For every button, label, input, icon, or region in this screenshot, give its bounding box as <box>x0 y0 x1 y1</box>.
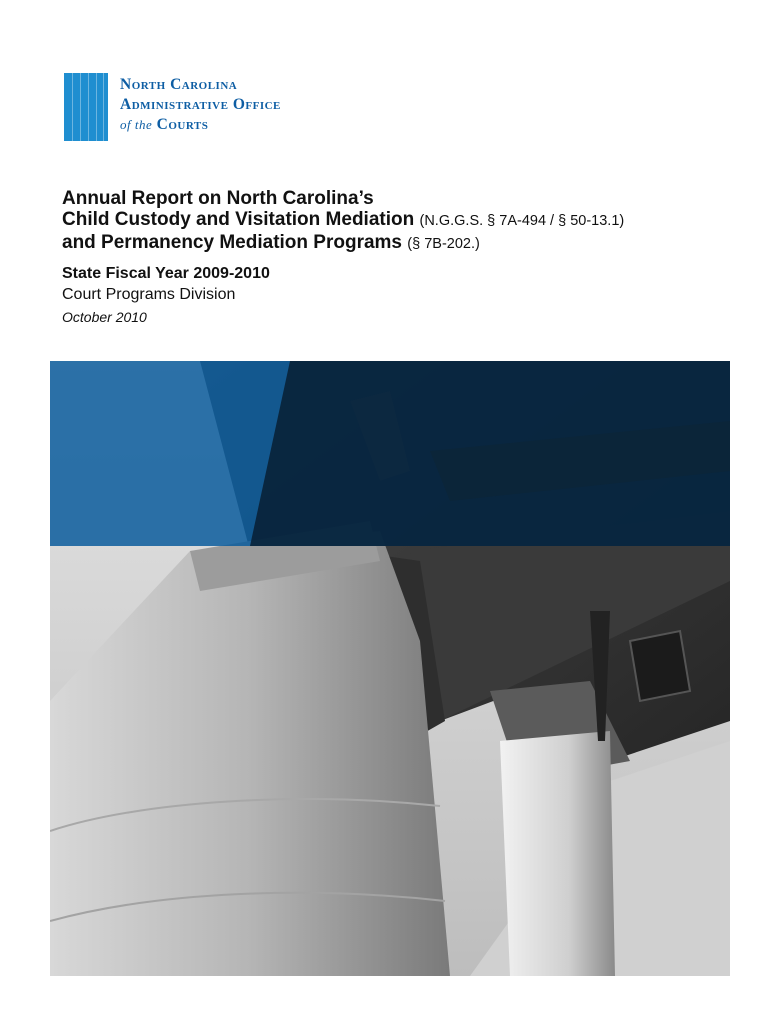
title-line-3 <box>62 232 742 255</box>
title-line-3-statute: (§ 7B-202.) <box>407 236 480 252</box>
division-name: Court Programs Division <box>62 286 236 303</box>
cover-photo <box>50 361 730 976</box>
logo-line-1: North Carolina <box>120 76 238 93</box>
logo-line-3 <box>120 115 281 135</box>
fiscal-year: State Fiscal Year 2009-2010 <box>62 265 270 282</box>
logo-line-2: Administrative Office <box>120 96 281 113</box>
title-line-3-text: and Permanency Mediation Programs <box>62 232 402 253</box>
logo-mark-icon <box>64 73 108 141</box>
report-date: October 2010 <box>62 309 147 325</box>
logo-line-3-text: Courts <box>156 116 209 133</box>
aoc-logo <box>64 73 334 143</box>
title-line-2-statute: (N.G.G.S. § 7A-494 / § 50-13.1) <box>419 213 625 229</box>
title-line-2-text: Child Custody and Visitation Mediation <box>62 209 415 230</box>
courthouse-columns-photo <box>50 361 730 976</box>
logo-line-3-prefix: of the <box>120 117 153 132</box>
logo-text <box>120 75 281 135</box>
title-line-2 <box>62 209 742 232</box>
report-title <box>62 188 742 255</box>
title-line-1: Annual Report on North Carolina’s <box>62 188 374 209</box>
